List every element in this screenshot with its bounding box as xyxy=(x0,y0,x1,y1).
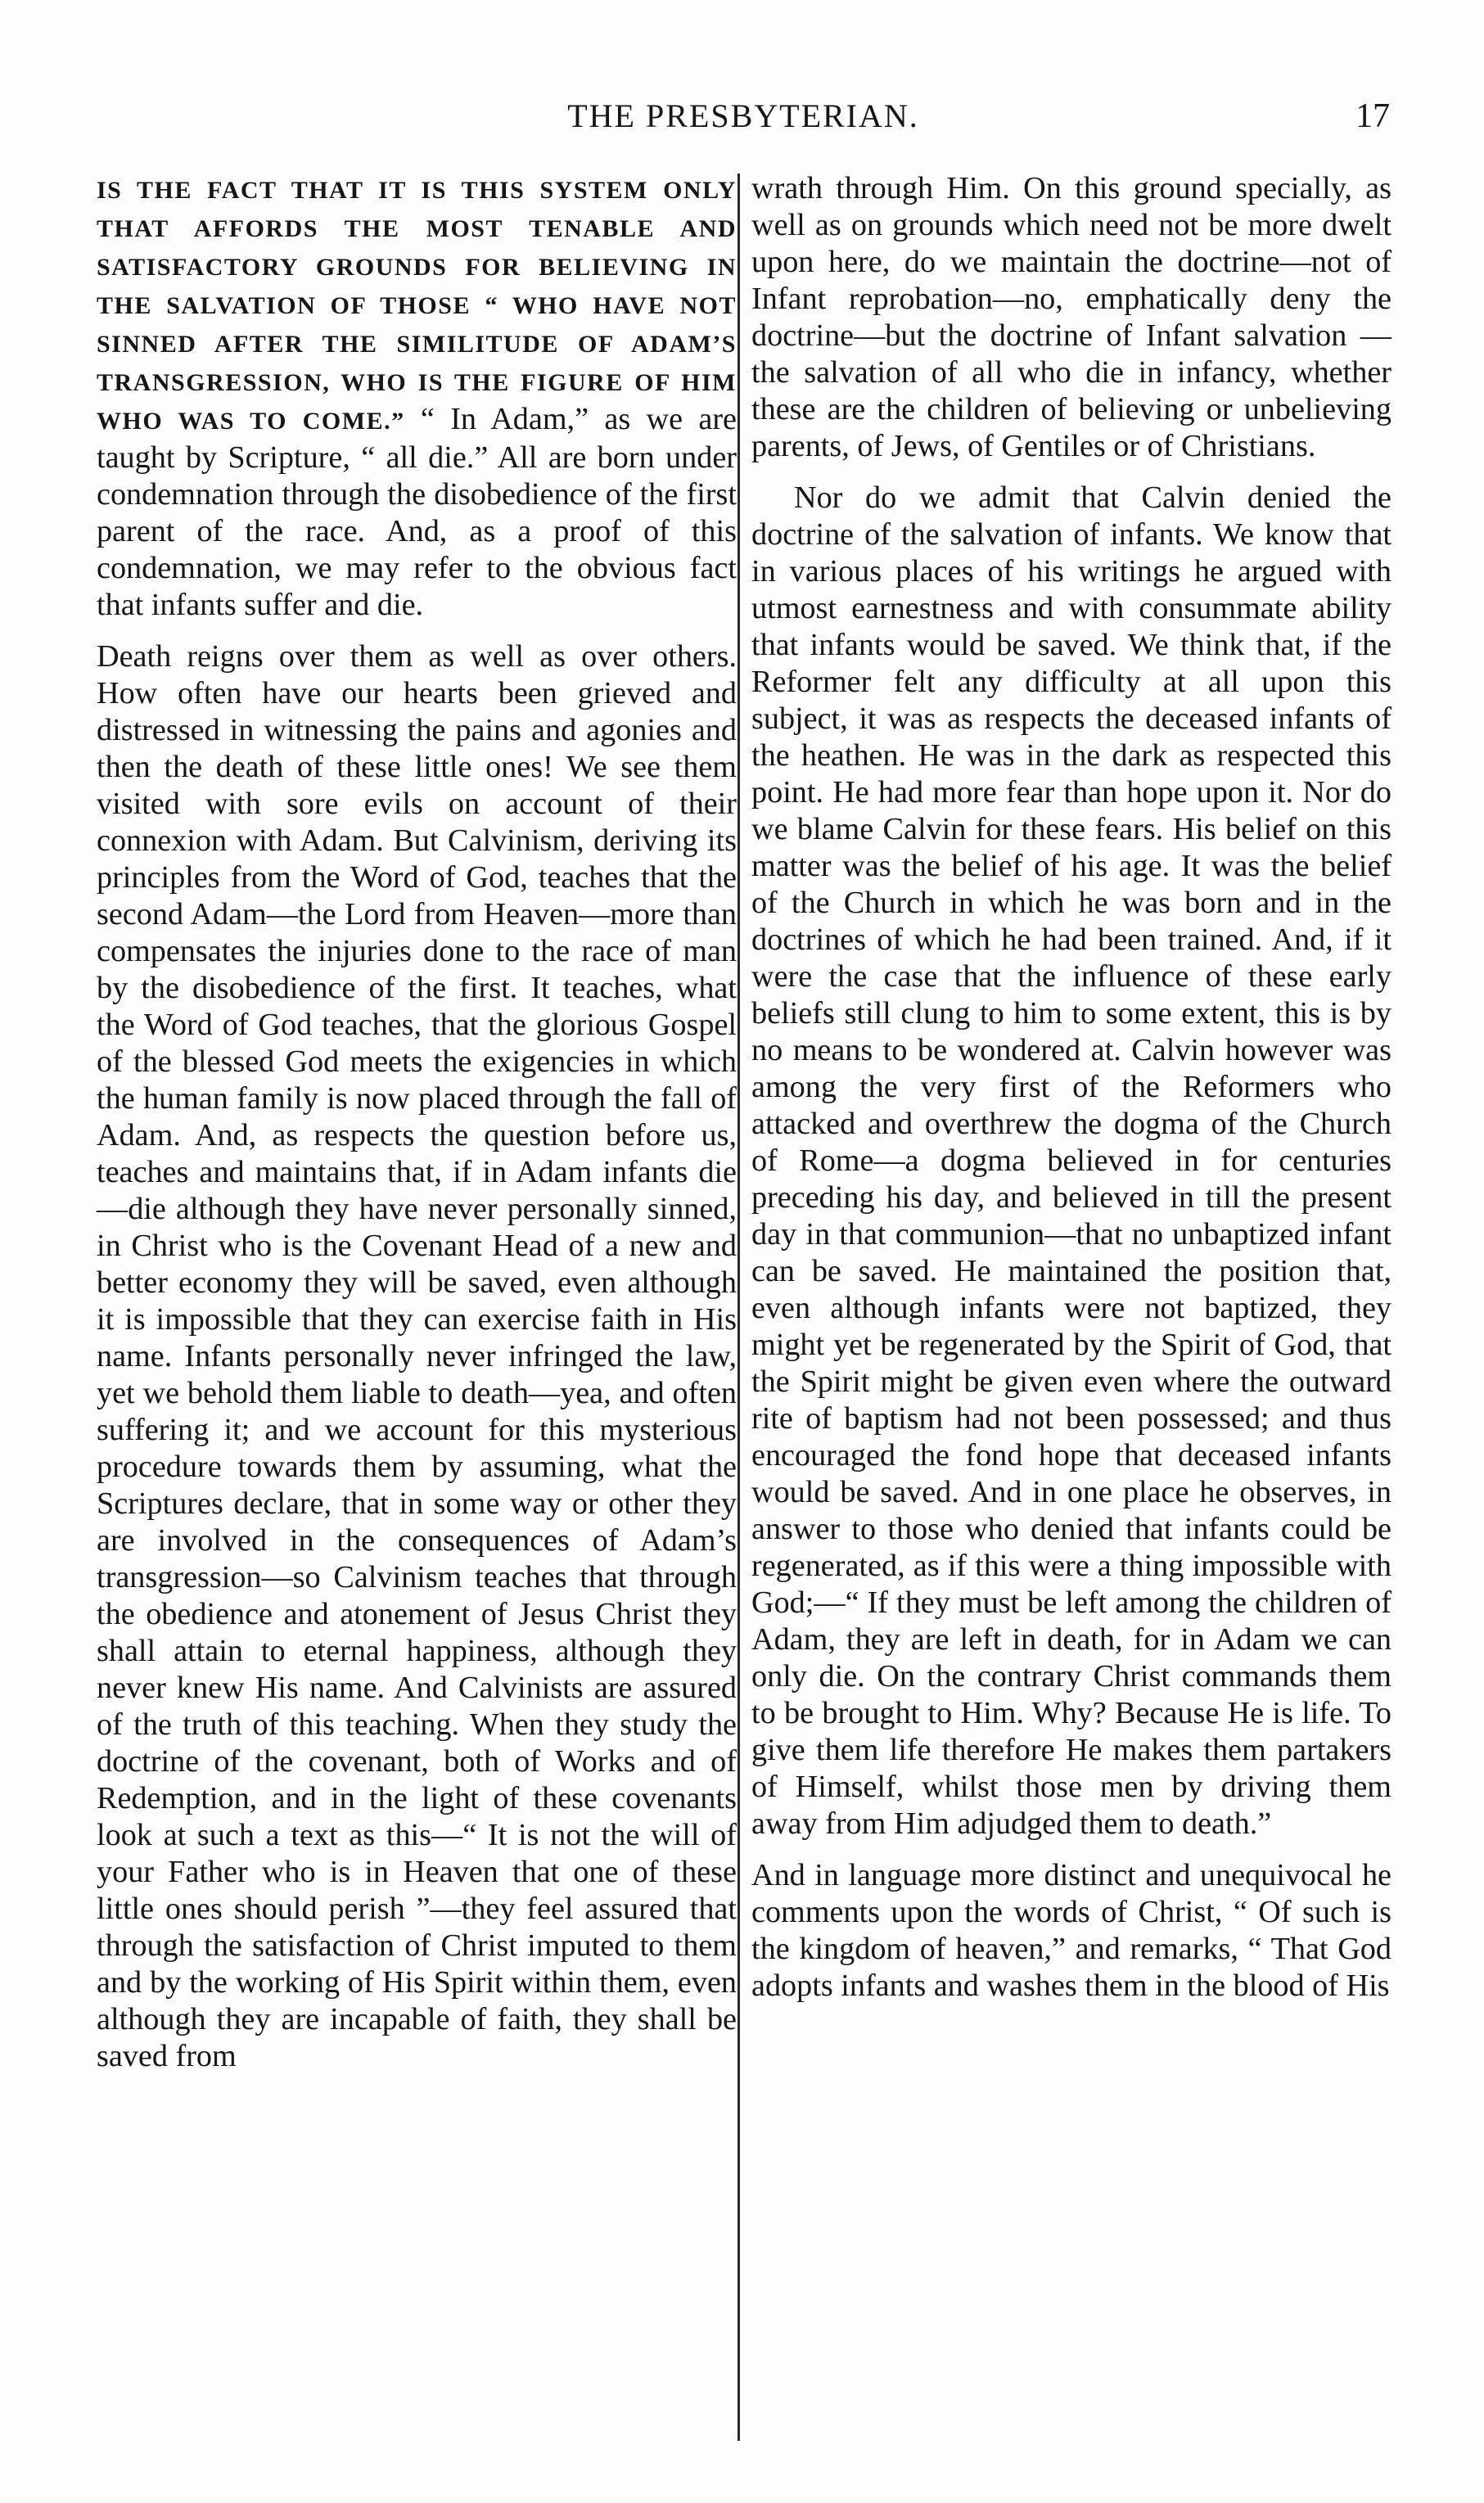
page-title: THE PRESBYTERIAN. xyxy=(567,97,919,134)
left-paragraph-1-caps: IS THE FACT THAT IT IS THIS SYSTEM ONLY THAT AFFORDS THE MOST TENABLE AND SATISFACTORY GROUNDS FOR BELIEVING IN THE SALVATION OF THOSE “ WHO HAVE NOT SINNED AFTER THE SIMILITUDE OF ADAM’S TRANSGRESSION, WHO IS THE FIGURE OF HIM WHO WAS TO COME.” xyxy=(97,177,737,435)
left-column xyxy=(97,170,737,2075)
left-paragraph-1-text: “ In Adam,” as we are taught by Scripture, “ all die.” All are born under condemnation through the disobedience of the first parent of the race. And, as a proof of this condemnation, we may refer to the obvious fact that infants suffer and die. xyxy=(97,402,737,622)
right-column xyxy=(751,170,1392,2005)
page-number: 17 xyxy=(1355,97,1390,135)
running-head xyxy=(97,92,1390,141)
left-paragraph-2: Death reigns over them as well as over others. How often have our hearts been grieved and distressed in witnessing the pains and agonies and then the death of these little ones! We see them visited with sore evils on account of their connexion with Adam. But Calvinism, deriving its principles from the Word of God, teaches that the second Adam—the Lord from Heaven—more than compensates the injuries done to the race of man by the disobedience of the first. It teaches, what the Word of God teaches, that the glorious Gospel of the blessed God meets the exigencies in which the human family is now placed through the fall of Adam. And, as respects the question before us, teaches and maintains that, if in Adam infants die —die although they have never personally sinned, in Christ who is the Covenant Head of a new and better economy they will be saved, even although it is impossible that they can exercise faith in His name. Infants personally never infringed the law, yet we behold them liable to death—yea, and often suffering it; and we account for this mysterious procedure towards them by assuming, what the Scriptures declare, that in some way or other they are involved in the consequences of Adam’s transgression—so Calvinism teaches that through the obedience and atonement of Jesus Christ they shall attain to eternal happiness, although they never knew His name. And Calvinists are assured of the truth of this teaching. When they study the doctrine of the covenant, both of Works and of Redemption, and in the light of these covenants look at such a text as this—“ It is not the will of your Father who is in Heaven that one of these little ones should perish ”—they feel assured that through the satisfaction of Christ imputed to them and by the working of His Spirit within them, even although they are incapable of faith, they shall be saved from xyxy=(97,639,737,2073)
right-paragraph-3: And in language more distinct and unequivocal he comments upon the words of Christ, “ Of such is the kingdom of heaven,” and remarks, “ That God adopts infants and washes them in the blood of His xyxy=(751,1858,1392,2003)
right-paragraph-1: wrath through Him. On this ground specially, as well as on grounds which need not be more dwelt upon here, do we maintain the doctrine—not of Infant reprobation—no, emphatically deny the doctrine—but the doctrine of Infant salvation —the salvation of all who die in infancy, whether these are the children of believing or unbelieving parents, of Jews, of Gentiles or of Christians. xyxy=(751,171,1392,463)
column-divider xyxy=(737,174,740,2441)
left-paragraph-1 xyxy=(97,170,737,624)
right-paragraph-2: Nor do we admit that Calvin denied the doctrine of the salvation of infants. We know that in various places of his writings he argued with utmost earnestness and with consummate ability that infants would be saved. We think that, if the Reformer felt any difficulty at all upon this subject, it was as respects the deceased infants of the heathen. He was in the dark as respected this point. He had more fear than hope upon it. Nor do we blame Calvin for these fears. His belief on this matter was the belief of his age. It was the belief of the Church in which he was born and in the doctrines of which he had been trained. And, if it were the case that the influence of these early beliefs still clung to him to some extent, this is by no means to be wondered at. Calvin however was among the very first of the Reformers who attacked and overthrew the dogma of the Church of Rome—a dogma believed in for centuries preceding his day, and believed in till the present day in that communion—that no unbaptized infant can be saved. He maintained the position that, even although infants were not baptized, they might yet be regenerated by the Spirit of God, that the Spirit might be given even where the outward rite of baptism had not been possessed; and thus encouraged the fond hope that deceased infants would be saved. And in one place he observes, in answer to those who denied that infants could be regenerated, as if this were a thing impossible with God;—“ If they must be left among the children of Adam, they are left in death, for in Adam we can only die. On the contrary Christ commands them to be brought to Him. Why? Because He is life. To give them life therefore He makes them partakers of Himself, whilst those men by driving them away from Him adjudged them to death.” xyxy=(751,480,1392,1841)
